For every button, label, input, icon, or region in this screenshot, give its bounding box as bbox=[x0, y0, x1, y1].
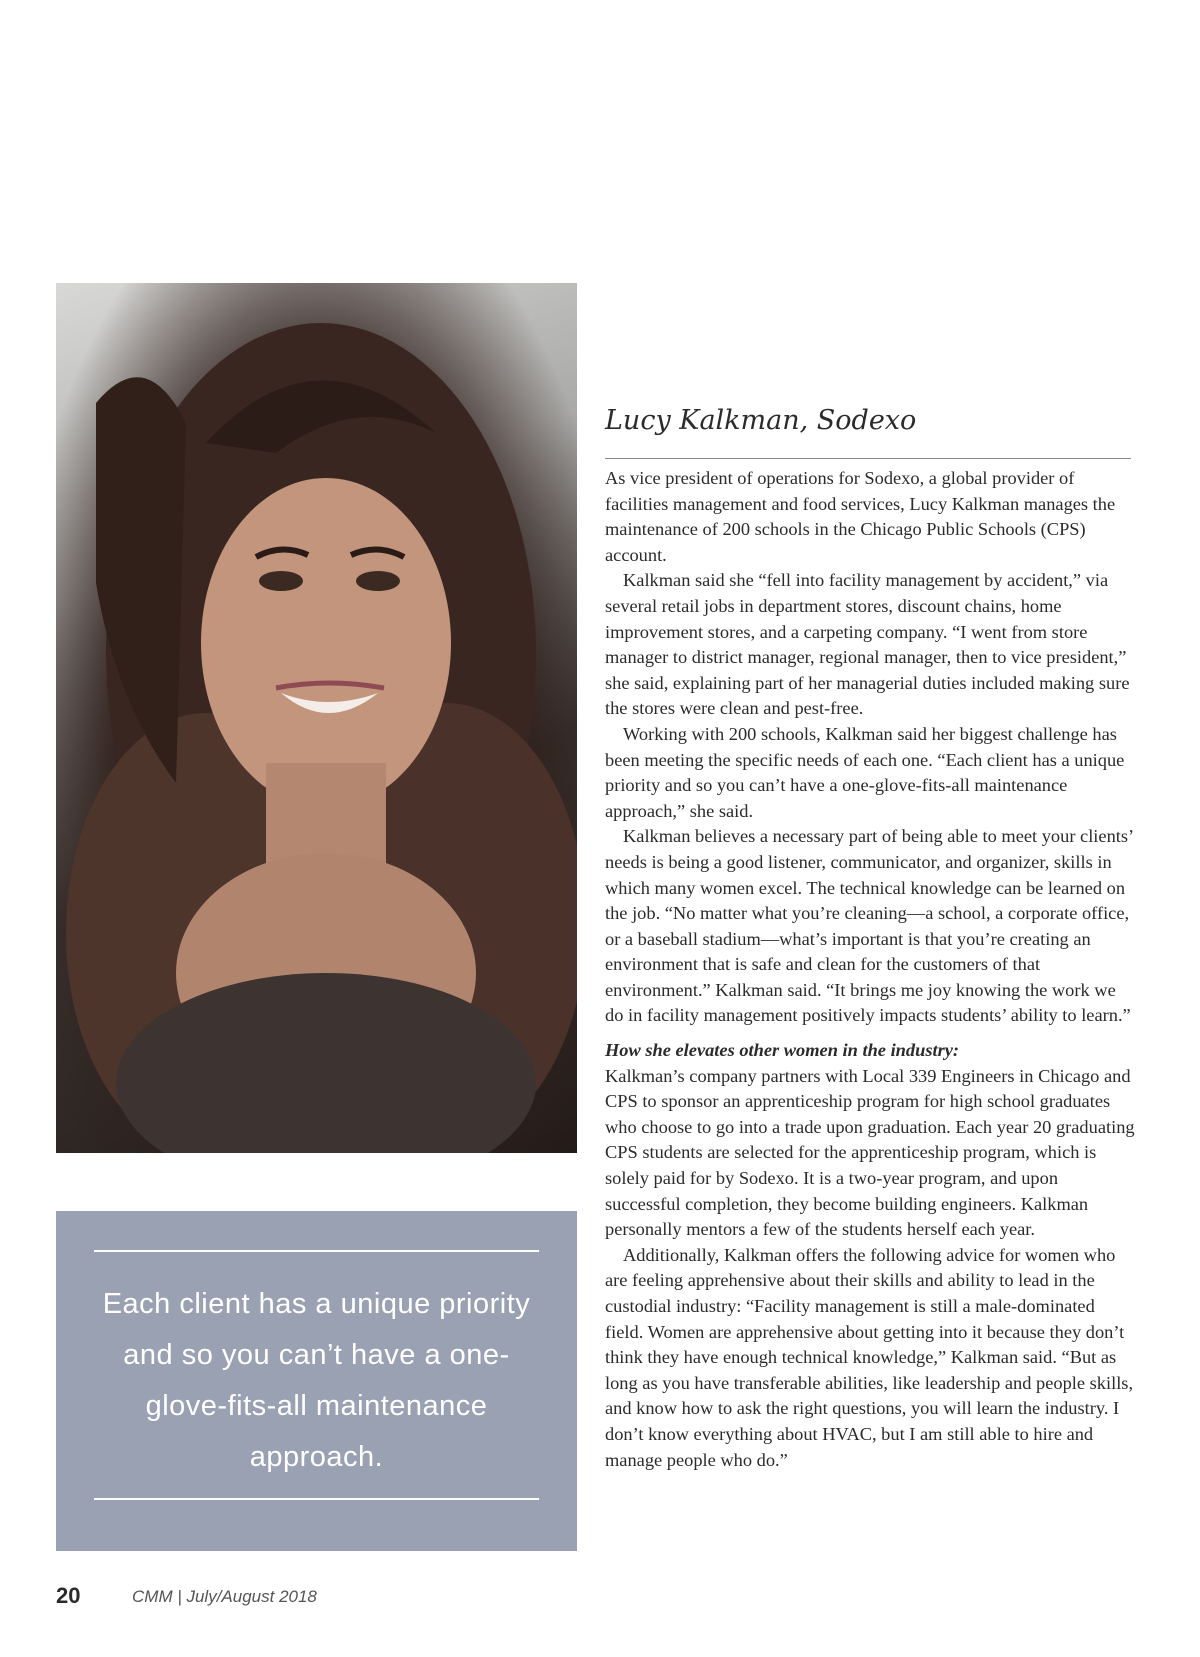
article-paragraph: Working with 200 schools, Kalkman said her biggest challenge has been meeting the specific needs of each one. “Each client has a unique priority and so you can’t have a one-glove-fits-all maintenance approach,” she said. bbox=[605, 723, 1125, 821]
pull-quote-top-rule bbox=[94, 1250, 539, 1252]
publication-footer: CMM | July/August 2018 bbox=[132, 1587, 317, 1606]
pull-quote-bottom-rule bbox=[94, 1498, 539, 1500]
byline-divider bbox=[605, 458, 1131, 459]
article-body bbox=[605, 466, 1135, 1473]
portrait-illustration bbox=[56, 283, 577, 1153]
article-subheading: How she elevates other women in the industry: bbox=[605, 1040, 960, 1061]
page-number: 20 bbox=[56, 1583, 81, 1608]
article-paragraph: Kalkman said she “fell into facility management by accident,” via several retail jobs in department stores, discount chains, home improvement stores, and a carpeting company. “I went from store manager to district manager, regional manager, then to vice president,” she said, explaining part of her managerial duties included making sure the stores were clean and pest-free. bbox=[605, 570, 1130, 719]
pull-quote-text: Each client has a unique priority and so you can’t have a one-glove-fits-all maintenance approach. bbox=[102, 1288, 531, 1473]
byline: Lucy Kalkman, Sodexo bbox=[605, 405, 917, 436]
article-paragraph: Kalkman believes a necessary part of being able to meet your clients’ needs is being a good listener, communicator, and organizer, skills in which many women excel. The technical knowledge can be learned on the job. “No matter what you’re cleaning—a school, a corporate office, or a baseball stadium—what’s important is that you’re creating an environment that is safe and clean for the customers of that environment.” Kalkman said. “It brings me joy knowing the work we do in facility management positively impacts students’ ability to learn.” bbox=[605, 826, 1133, 1026]
article-paragraph: As vice president of operations for Sodexo, a global provider of facilities management and food services, Lucy Kalkman manages the maintenance of 200 schools in the Chicago Public Schools (CPS) account. bbox=[605, 468, 1116, 565]
article-paragraph: Kalkman’s company partners with Local 339 Engineers in Chicago and CPS to sponsor an apprenticeship program for high school graduates who choose to go into a trade upon graduation. Each year 20 graduating CPS students are selected for the apprenticeship program, which is solely paid for by Sodexo. It is a two-year program, and upon successful completion, they become building engineers. Kalkman personally mentors a few of the students herself each year. bbox=[605, 1065, 1135, 1240]
portrait-photo bbox=[56, 283, 577, 1153]
article-paragraph: Additionally, Kalkman offers the following advice for women who are feeling apprehensive about their skills and ability to lead in the custodial industry: “Facility management is still a male-dominated field. Women are apprehensive about getting into it because they don’t think they have enough technical knowledge,” Kalkman said. “But as long as you have transferable abilities, like leadership and people skills, and know how to ask the right questions, you will learn the industry. I don’t know everything about HVAC, but I am still able to hire and manage people who do.” bbox=[605, 1244, 1134, 1470]
pull-quote-box bbox=[56, 1211, 577, 1551]
